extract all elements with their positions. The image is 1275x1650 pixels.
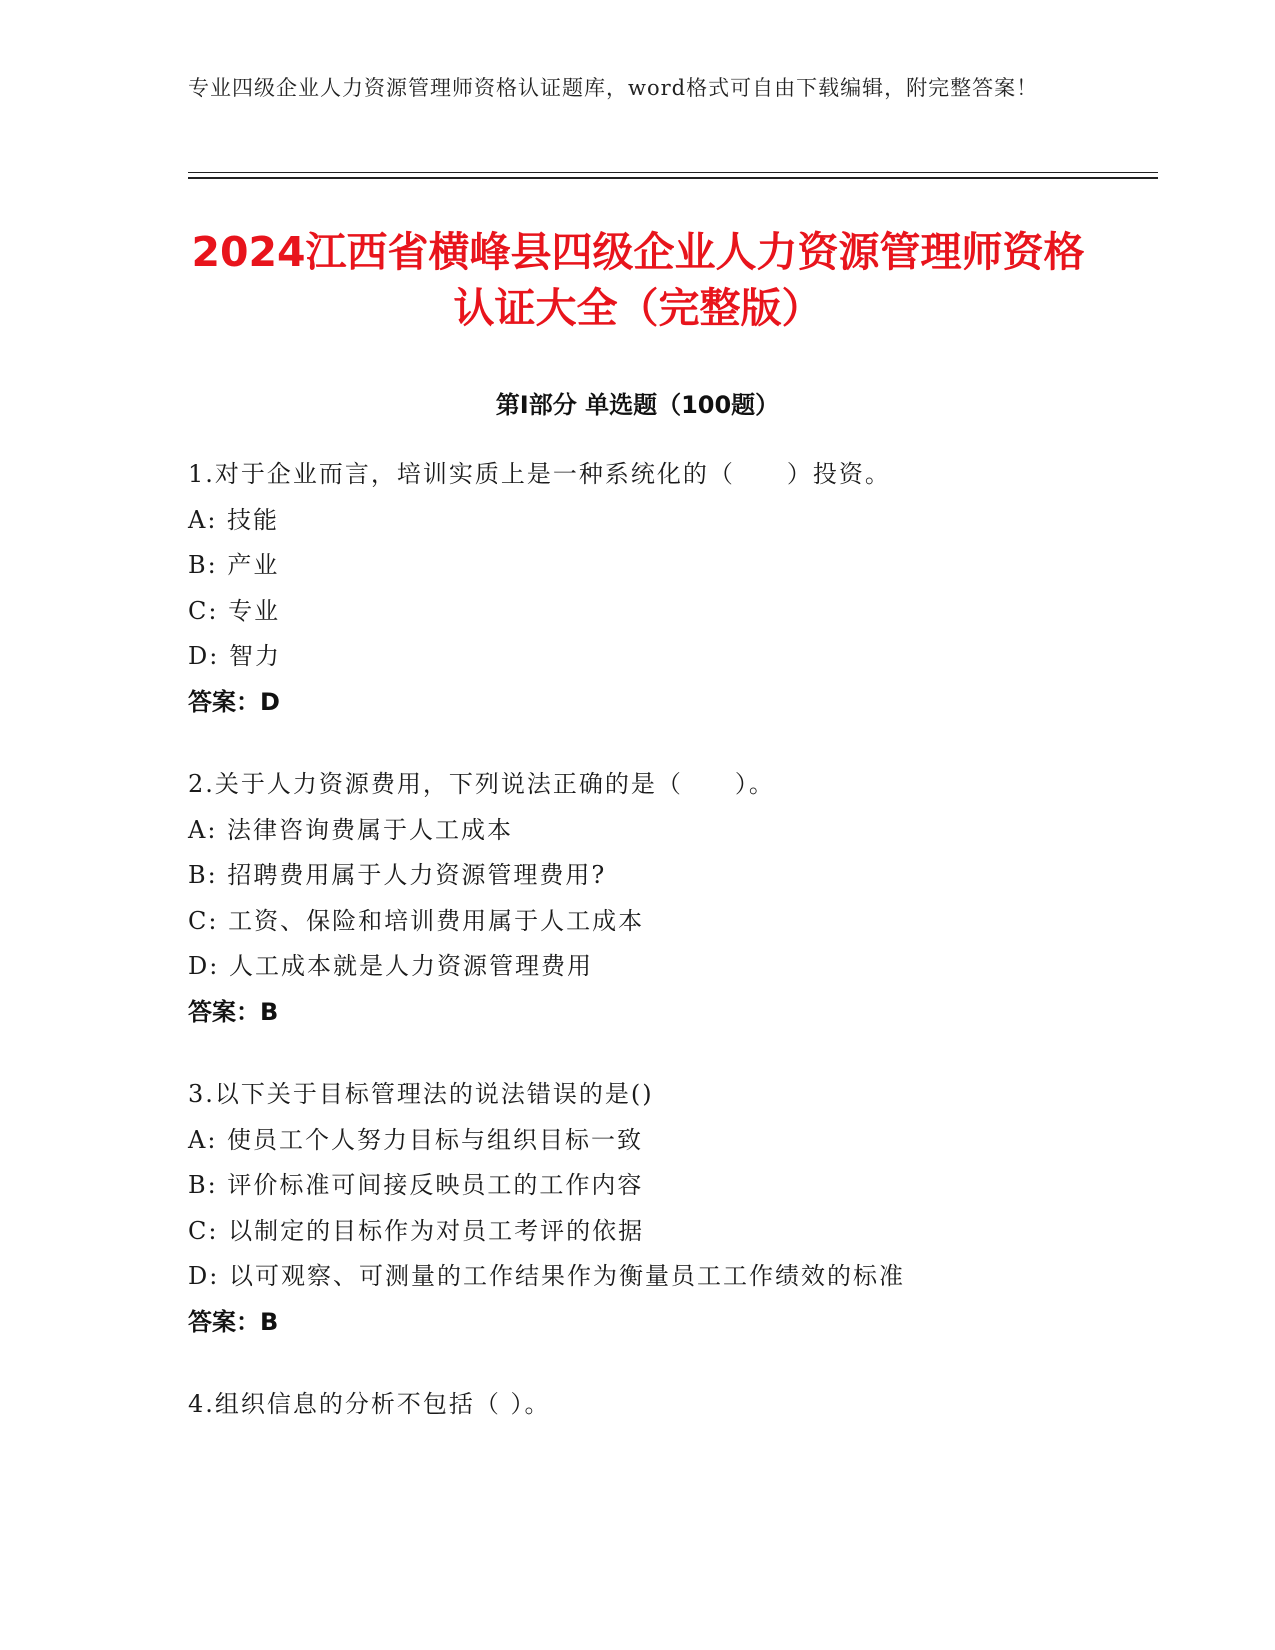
question-stem: 3.以下关于目标管理法的说法错误的是() — [188, 1080, 654, 1108]
question-stem: 2.关于人力资源费用，下列说法正确的是（ ）。 — [188, 770, 775, 798]
option-a: A: 使员工个人努力目标与组织目标一致 — [188, 1125, 644, 1154]
option-b: B: 产业 — [188, 551, 280, 580]
document-title: 2024江西省横峰县四级企业人力资源管理师资格认证大全（完整版） — [191, 228, 1085, 332]
option-a: A: 技能 — [188, 505, 280, 534]
option-c: C: 工资、保险和培训费用属于人工成本 — [188, 906, 645, 935]
option-a: A: 法律咨询费属于人工成本 — [188, 815, 514, 844]
question-4 — [188, 1382, 1088, 1428]
answer: 答案：B — [188, 1307, 279, 1336]
option-b: B: 招聘费用属于人力资源管理费用? — [188, 861, 607, 890]
question-stem: 1.对于企业而言，培训实质上是一种系统化的（ ）投资。 — [188, 460, 891, 488]
header-divider-thin — [188, 172, 1158, 173]
answer: 答案：B — [188, 997, 279, 1026]
answer: 答案：D — [188, 687, 280, 716]
question-1 — [188, 452, 1088, 726]
header-note: 专业四级企业人力资源管理师资格认证题库，word格式可自由下载编辑，附完整答案！ — [188, 76, 1039, 100]
option-d: D: 以可观察、可测量的工作结果作为衡量员工工作绩效的标准 — [188, 1262, 905, 1291]
option-d: D: 智力 — [188, 642, 281, 671]
header-divider-thick — [188, 177, 1158, 179]
option-b: B: 评价标准可间接反映员工的工作内容 — [188, 1171, 644, 1200]
option-c: C: 以制定的目标作为对员工考评的依据 — [188, 1216, 645, 1245]
question-stem: 4.组织信息的分析不包括（ ）。 — [188, 1390, 551, 1418]
option-d: D: 人工成本就是人力资源管理费用 — [188, 952, 593, 981]
option-c: C: 专业 — [188, 596, 281, 625]
question-2 — [188, 762, 1088, 1036]
question-3 — [188, 1072, 1088, 1346]
section-heading: 第I部分 单选题（100题） — [495, 391, 780, 419]
